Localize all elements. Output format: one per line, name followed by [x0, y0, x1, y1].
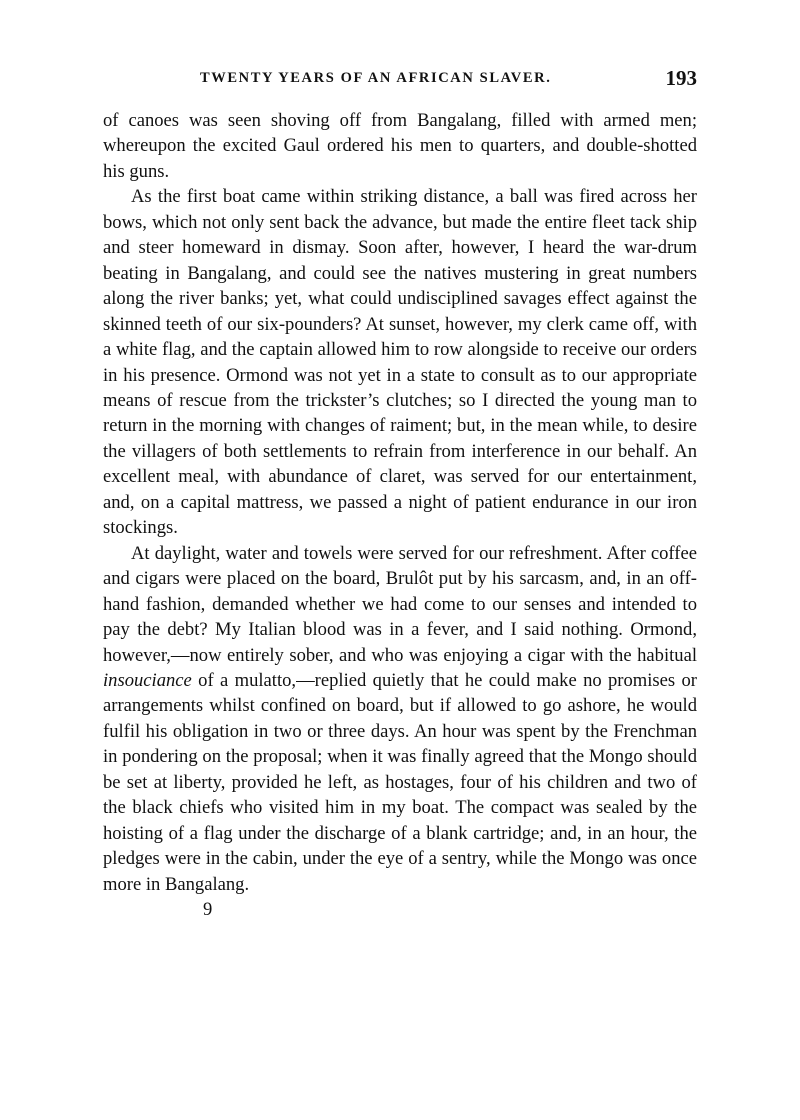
paragraph-daylight-part-1: At daylight, water and towels were served for our refreshment. After coffee and cigars were placed on the board, Brulôt put by his sarcasm, and, in an off-hand fashion, demanded whether we had come to our senses and intended to pay the debt? My Italian blood was in a fever, and I said nothing. Ormond, however,—now entirely sober, and who was enjoying a cigar with the habitual — [103, 542, 697, 666]
body-text — [103, 108, 697, 897]
book-page — [103, 66, 697, 922]
paragraph-boat-attack: As the first boat came within striking distance, a ball was fired across her bows, which not only sent back the advance, but made the entire fleet tack ship and steer homeward in dismay. Soon after, however, I heard the war-drum beating in Bangalang, and could see the natives mustering in great numbers along the river banks; yet, what could undisciplined savages effect against the skinned teeth of our six-pounders? At sunset, however, my clerk came off, with a white flag, and the captain allowed him to row alongside to receive our orders in his presence. Ormond was not yet in a state to consult as to our appropriate means of rescue from the trickster’s clutches; so I directed the young man to return in the morning with changes of raiment; but, in the mean while, to desire the villagers of both settlements to refrain from interference in our behalf. An excellent meal, with abundance of claret, was served for our entertainment, and, on a capital mattress, we passed a night of patient endurance in our iron stockings. — [103, 186, 697, 539]
paragraph-daylight — [103, 541, 697, 897]
running-head — [103, 66, 697, 96]
italic-word-insouciance: insouciance — [103, 669, 192, 691]
signature-mark: 9 — [203, 899, 213, 921]
paragraph-daylight-part-2: of a mulatto,—replied quietly that he could make no promises or arrangements whilst confined on board, but if allowed to go ashore, he would fulfil his obligation in two or three days. An hour was spent by the Frenchman in pondering on the proposal; when it was finally agreed that the Mongo should be set at liberty, provided he left, as hostages, four of his children and two of the black chiefs who visited him in my boat. The compact was sealed by the hoisting of a flag under the discharge of a blank cartridge; and, in an hour, the pledges were in the cabin, under the eye of a sentry, while the Mongo was once more in Bangalang. — [103, 669, 697, 895]
running-title: TWENTY YEARS OF AN AFRICAN SLAVER. — [200, 70, 552, 86]
paragraph-continuation: of canoes was seen shoving off from Bangalang, filled with armed men; whereupon the excited Gaul ordered his men to quarters, and double-shotted his guns. — [103, 110, 697, 182]
page-number: 193 — [665, 66, 697, 90]
